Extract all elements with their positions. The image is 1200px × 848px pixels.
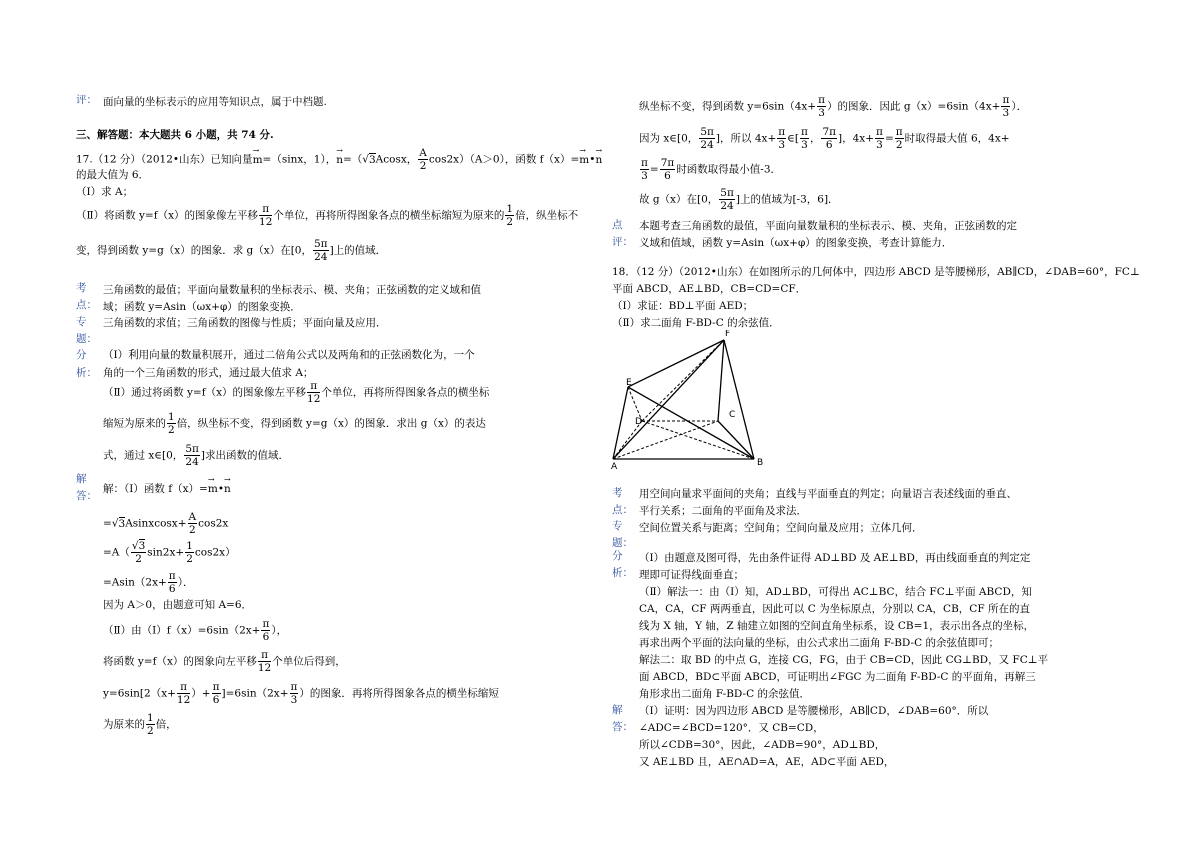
q17-n-def3: cos2x）（A＞0），函数 f（x）=: [428, 153, 580, 166]
fenxi18-label-1: 分: [612, 550, 623, 562]
r-line4-text2: ]上的值域为[-3，6]．: [735, 193, 839, 206]
fenxi18-line1: （Ⅰ）由题意及图可得，先由条件证得 AD⊥BD 及 AE⊥BD，再由线面垂直的判定定: [639, 552, 1031, 564]
zhuanti18-text: 空间位置关系与距离；空间角；空间向量及应用；立体几何．: [639, 522, 923, 534]
frac-5pi-24-c: $\frac{5\pi}{24}$: [700, 126, 714, 151]
kaodian-text-1: 三角函数的最值；平面向量数量积的坐标表示、模、夹角；正弦函数的定义域和值: [103, 284, 481, 296]
fenxi-line5-text1: 式，通过 x∈[0，: [103, 449, 184, 462]
jieda18-line2: ∠ADC=∠BCD=120°．又 CB=CD，: [639, 722, 824, 734]
label-E: E: [626, 378, 632, 388]
q18-line3: （Ⅰ）求证：BD⊥平面 AED；: [612, 300, 754, 312]
r-line2-text3: ∈[: [787, 132, 800, 145]
q18-line1: 18．（12 分）（2012•山东）在如图所示的几何体中，四边形 ABCD 是等腰梯形，AB∥CD，∠DAB=60°，FC⊥: [612, 266, 1140, 278]
q17-m-def: =（sinx，1），: [262, 153, 337, 166]
frac-A-2: $\frac{A}{2}$: [419, 147, 427, 172]
fenxi18-line4: CA，CA，CF 两两垂直，因此可以 C 为坐标原点，分别以 CA，CB，CF 所在的直: [639, 603, 1030, 615]
r-line2-text5: ]，4x+: [838, 132, 875, 145]
solution-line6: [103, 618, 287, 643]
frac-1-2: $\frac{1}{2}$: [506, 203, 514, 228]
solution-line6-text1: （Ⅱ）由（Ⅰ）f（x）=6sin（2x+: [103, 624, 261, 637]
solution-line9-text1: 为原来的: [103, 718, 145, 731]
frac-pi-3-b: $\frac{\pi}{3}$: [818, 94, 826, 119]
kaodian-label-1: 考: [76, 282, 87, 294]
frac-pi-6-c: $\frac{\pi}{6}$: [212, 681, 220, 706]
label-B: B: [757, 458, 764, 468]
frac-pi-3-f: $\frac{\pi}{3}$: [876, 126, 883, 151]
fenxi-line5-text2: ]求出函数的值域．: [200, 449, 290, 462]
label-F: F: [725, 330, 731, 339]
frac-pi-3-d: $\frac{\pi}{3}$: [778, 126, 786, 151]
q17-part2: [76, 203, 578, 228]
frac-pi-6-b: $\frac{\pi}{6}$: [262, 618, 270, 643]
fenxi-line3-text1: （Ⅱ）通过将函数 y=f（x）的图象像左平移: [103, 386, 307, 399]
solution-line4: [103, 570, 193, 595]
solution-line9-text2: 倍，: [155, 718, 177, 731]
frac-pi-3-g: $\frac{\pi}{3}$: [641, 157, 648, 182]
frac-pi-12: $\frac{\pi}{12}$: [259, 203, 273, 228]
solution-line8-text3: ]=6sin（2x+: [221, 687, 289, 700]
ping-label: 评：: [76, 94, 97, 106]
zhuanti18-label-1: 专: [612, 520, 623, 532]
solution-line8-text1: y=6sin[2（x+: [103, 687, 176, 700]
fenxi-line2: 角的一个三角函数的形式，通过最大值求 A；: [103, 367, 314, 379]
fenxi-label-2: 析：: [76, 367, 97, 379]
solution-line2: =√3Asinxcosx+ $\frac{A}{2}$ cos2x: [103, 511, 229, 536]
r-line3-text1: =: [649, 163, 659, 176]
frac-1-2-c: $\frac{1}{2}$: [186, 540, 193, 565]
frac-sqrt3-2: $\frac{√3}{2}$: [131, 540, 146, 565]
kaodian18-line2: 平行关系；二面角的平面角及求法．: [639, 505, 807, 517]
q17-statement-line1: 17.（12 分）（2012•山东）已知向量→ m=（sinx，1），→ n=（√3Acosx， $\frac{A}{2}$ cos2x）（A＞0），函数 f（x）=→ m•→ n: [76, 147, 602, 172]
frac-pi-6: $\frac{\pi}{6}$: [168, 570, 176, 595]
solution-line8-text4: ）的图象．再将所得图象各点的横坐标缩短: [299, 687, 499, 700]
frac-pi-3-e: $\frac{\pi}{3}$: [801, 126, 808, 151]
q17-max: 的最大值为 6．: [76, 169, 150, 181]
solution-line2-text1: Asinxcosx+: [125, 517, 187, 530]
q17-p2-text2: 个单位，再将所得图象各点的横坐标缩短为原来的: [273, 209, 505, 222]
r-line1-text3: ）．: [1011, 100, 1028, 113]
solution-line2-text2: cos2x: [198, 517, 229, 530]
solution-line7: [103, 649, 346, 674]
r-line2: [639, 126, 1010, 151]
fenxi18-line7: 解法二：取 BD 的中点 G，连接 CG，FG，由于 CB=CD，因此 CG⊥BD，又 FC⊥平: [639, 654, 1049, 666]
dianping-line1: 本题考查三角函数的最值，平面向量数量积的坐标表示、模、夹角，正弦函数的定: [639, 220, 1017, 232]
solution-line1-text: 解：（Ⅰ）函数 f（x）=: [103, 483, 208, 495]
frac-1-2-b: $\frac{1}{2}$: [168, 411, 175, 436]
vector-n-2: → n: [595, 153, 602, 167]
frac-5pi-24-b: $\frac{5\pi}{24}$: [185, 443, 199, 468]
jieda-label-2: 答：: [76, 490, 97, 502]
r-line1-text2: ）的图象．因此 g（x）=6sin（4x+: [827, 100, 1001, 113]
frac-7pi-6: $\frac{7\pi}{6}$: [822, 126, 837, 151]
solution-line1: [103, 482, 231, 496]
r-line2-text1: 因为 x∈[0，: [639, 132, 699, 145]
r-line1-text1: 纵坐标不变，得到函数 y=6sin（4x+: [639, 100, 817, 113]
solution-line7-text2: 个单位后得到，: [272, 655, 346, 668]
frac-5pi-24-d: $\frac{5\pi}{24}$: [720, 187, 734, 212]
dot-op: •: [589, 153, 596, 166]
solution-line6-text2: ），: [271, 624, 288, 637]
fenxi18-line6: 再求出两个平面的法向量的坐标，由公式求出二面角 F-BD-C 的余弦值即可；: [639, 637, 999, 649]
section-header: 三、解答题：本大题共 6 小题，共 74 分.: [76, 129, 274, 141]
solution-line3-text3: cos2x）: [194, 546, 236, 559]
fenxi-line1: （Ⅰ）利用向量的数量积展开，通过二倍角公式以及两角和的正弦函数化为，一个: [103, 349, 475, 361]
q17-p2-text3: 倍，纵坐标不: [515, 209, 579, 222]
zhuanti-label-2: 题：: [76, 333, 97, 345]
r-line4: [639, 187, 839, 212]
jieda18-label-1: 解: [612, 704, 623, 716]
dianping-label-1: 点: [612, 219, 623, 231]
fenxi18-label-2: 析：: [612, 567, 633, 579]
q17-n-def2: Acosx，: [375, 153, 418, 166]
solution-line8-text2: ）+: [191, 687, 211, 700]
sqrt3-b: 3: [118, 517, 126, 530]
zhuanti-text: 三角函数的求值；三角函数的图像与性质；平面向量及应用．: [103, 317, 387, 329]
label-C: C: [729, 410, 736, 420]
label-D: D: [635, 417, 642, 427]
label-A: A: [611, 462, 618, 472]
jieda18-line4: 又 AE⊥BD 且，AE∩AD=A，AE，AD⊂平面 AED，: [639, 756, 895, 768]
r-line2-text7: 时取得最大值 6，4x+: [904, 132, 1010, 145]
vector-m-2: → m: [579, 153, 589, 167]
q17-part1: （Ⅰ）求 A；: [76, 186, 134, 198]
frac-pi-2: $\frac{\pi}{2}$: [895, 126, 903, 151]
dianping-label-2: 评：: [612, 236, 633, 248]
jieda18-line1: （Ⅰ）证明：因为四边形 ABCD 是等腰梯形，AB∥CD，∠DAB=60°．所以: [639, 705, 989, 717]
q17-p3-text2: ]上的值域．: [329, 244, 387, 257]
fenxi-line3: [103, 380, 489, 405]
q17-intro: 17.（12 分）（2012•山东）已知向量: [76, 153, 253, 166]
vector-m-3: → m: [208, 482, 218, 496]
frac-pi-12-c: $\frac{\pi}{12}$: [257, 649, 272, 674]
fenxi-line3-text2: 个单位，再将所得图象各点的横坐标: [321, 386, 490, 399]
fenxi18-line5: 线为 X 轴，Y 轴，Z 轴建立如图的空间直角坐标系，设 CB=1，表示出各点的坐标，: [639, 620, 1035, 632]
vector-m: → m: [253, 153, 263, 167]
r-line1: [639, 94, 1027, 119]
frac-5pi-24: $\frac{5\pi}{24}$: [313, 238, 328, 263]
q18-line4: （Ⅱ）求二面角 F-BD-C 的余弦值．: [612, 317, 780, 329]
r-line4-text1: 故 g（x）在[0，: [639, 193, 719, 206]
r-line2-text6: =: [884, 132, 894, 145]
frac-pi-12-d: $\frac{\pi}{12}$: [176, 681, 191, 706]
fenxi18-line9: 角形求出二面角 F-BD-C 的余弦值．: [639, 688, 810, 700]
fenxi-label-1: 分: [76, 349, 87, 361]
dianping-line2: 义域和值域，函数 y=Asin（ωx+φ）的图象变换，考查计算能力．: [639, 237, 953, 249]
q17-n-def1: =（: [342, 153, 363, 166]
r-line2-text2: ]，所以 4x+: [715, 132, 777, 145]
solution-line9: [103, 712, 177, 737]
frac-pi-12-b: $\frac{\pi}{12}$: [307, 380, 321, 405]
kaodian-text-2: 域；函数 y=Asin（ωx+φ）的图象变换．: [103, 301, 301, 313]
kaodian18-line1: 用空间向量求平面间的夹角；直线与平面垂直的判定；向量语言表述线面的垂直、: [639, 488, 1017, 500]
fenxi18-line3: （Ⅱ）解法一：由（Ⅰ）知，AD⊥BD，可得出 AC⊥BC，结合 FC⊥平面 ABCD，知: [639, 586, 1032, 598]
fenxi18-line2: 理即可证得线面垂直；: [639, 569, 744, 581]
q18-line2: 平面 ABCD，AE⊥BD，CB=CD=CF．: [612, 283, 807, 295]
solution-line5: 因为 A＞0，由题意可知 A=6．: [103, 599, 252, 611]
fenxi-line5: [103, 443, 289, 468]
jieda-label-1: 解: [76, 473, 87, 485]
solution-line3-text1: =A（: [103, 546, 130, 559]
sqrt3: 3: [368, 153, 376, 166]
geometry-figure: [606, 330, 776, 472]
q17-p3-text1: 变，得到函数 y=g（x）的图象．求 g（x）在[0，: [76, 244, 312, 257]
solution-line4-text2: ）．: [177, 576, 194, 589]
solution-line4-text1: =Asin（2x+: [103, 576, 167, 589]
jieda18-line3: 所以∠CDB=30°，因此，∠ADB=90°，AD⊥BD，: [639, 739, 886, 751]
frac-pi-3-c: $\frac{\pi}{3}$: [1002, 94, 1010, 119]
solution-line3: [103, 540, 236, 565]
solution-line2-eq: =: [103, 517, 112, 530]
solution-line8: [103, 681, 499, 706]
jieda18-label-2: 答：: [612, 721, 633, 733]
dot-op-2: •: [217, 483, 225, 495]
fenxi-line4-text2: 倍，纵坐标不变，得到函数 y=g（x）的图象．求出 g（x）的表达: [176, 417, 486, 430]
r-line3-text2: 时函数取得最小值-3．: [676, 163, 782, 176]
ping-text: 面向量的坐标表示的应用等知识点，属于中档题.: [103, 96, 327, 108]
r-line2-text4: ，: [809, 132, 821, 145]
q17-p2-text1: （Ⅱ）将函数 y=f（x）的图象像左平移: [76, 209, 259, 222]
frac-1-2-d: $\frac{1}{2}$: [147, 712, 154, 737]
frac-A-2-b: $\frac{A}{2}$: [188, 511, 197, 536]
vector-n-3: → n: [224, 482, 231, 496]
kaodian18-label-2: 点：: [612, 504, 633, 516]
zhuanti-label-1: 专: [76, 316, 87, 328]
vector-n: → n: [336, 153, 343, 167]
r-line3: [639, 157, 781, 182]
solution-line7-text1: 将函数 y=f（x）的图象向左平移: [103, 655, 257, 668]
frac-7pi-6-b: $\frac{7\pi}{6}$: [660, 157, 675, 182]
q17-part2-cont: [76, 238, 386, 263]
fenxi18-line8: 面 ABCD，BD⊂平面 ABCD，可证明出∠FGC 为二面角 F-BD-C 的平面角，再解三: [639, 671, 1036, 683]
kaodian-label-2: 点：: [76, 299, 97, 311]
fenxi-line4-text1: 缩短为原来的: [103, 417, 166, 430]
zhuanti18-label-2: 题：: [612, 537, 633, 549]
solution-line3-text2: sin2x+: [147, 546, 185, 559]
kaodian18-label-1: 考: [612, 487, 623, 499]
frac-pi-3: $\frac{\pi}{3}$: [290, 681, 298, 706]
fenxi-line4: [103, 411, 486, 436]
